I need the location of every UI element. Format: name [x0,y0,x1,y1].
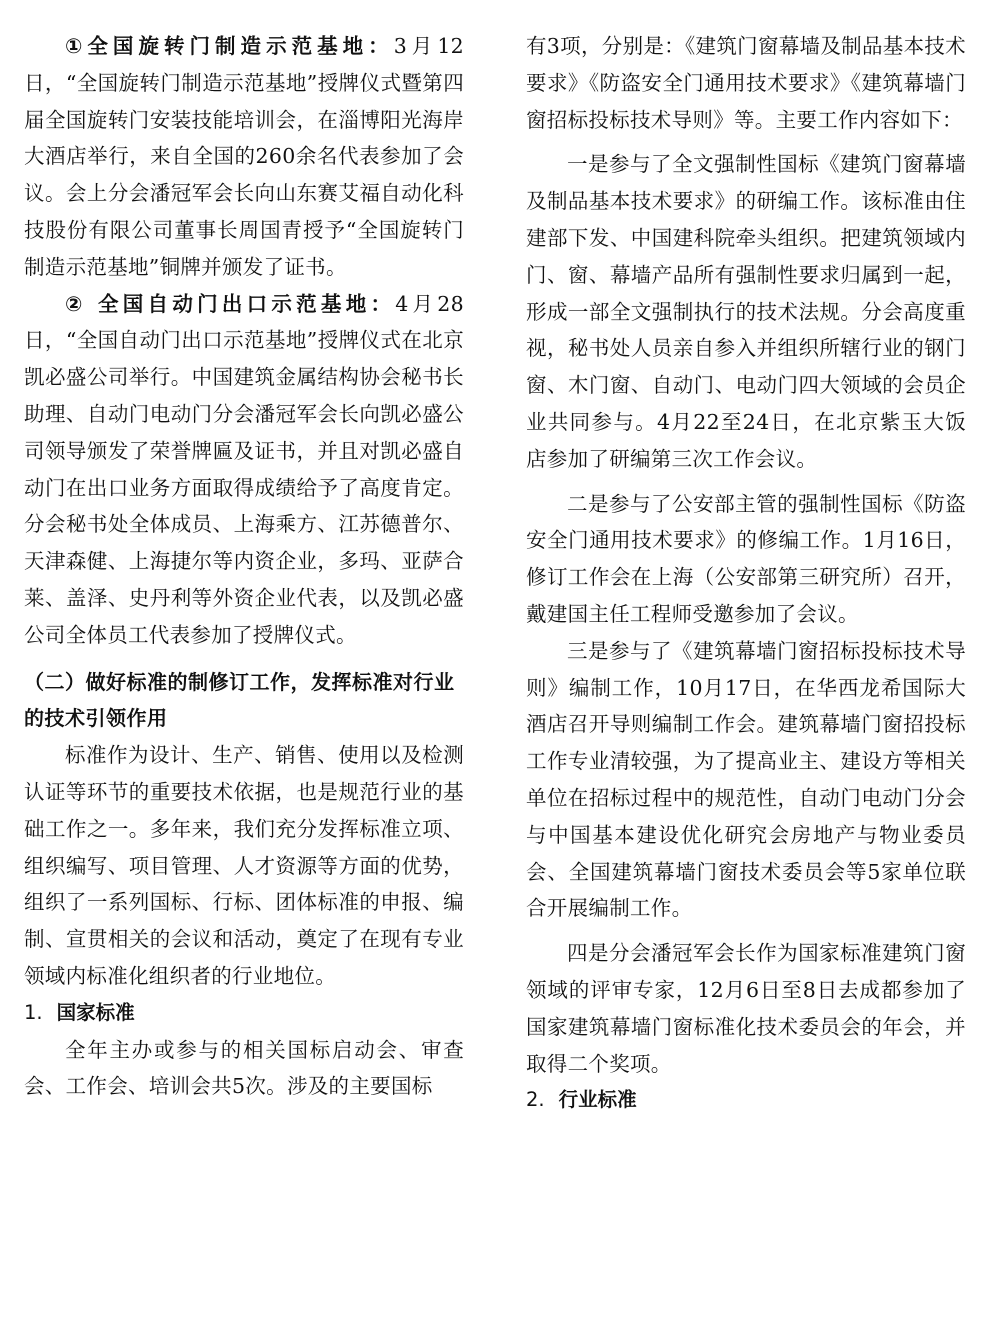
paragraph-item-four: 四是分会潘冠军会长作为国家标准建筑门窗领域的评审专家，12月6日至8日去成都参加了国家建筑幕墙门窗标准化技术委员会的年会，并取得二个奖项。 [526,941,966,1076]
paragraph-revolving-door-base [24,28,464,286]
item-label-automatic-door-export-base: ② 全国自动门出口示范基地： [65,291,396,316]
paragraph-automatic-door-export-base [24,286,464,654]
paragraph-item-one: 一是参与了全文强制性国标《建筑门窗幕墙及制品基本技术要求》的研编工作。该标准由住建部下发、中国建科院牵头组织。把建筑领域内门、窗、幕墙产品所有强制性要求归属到一起，形成一部全文强制执行的技术法规。分会高度重视，秘书处人员亲自参入并组织所辖行业的钢门窗、木门窗、自动门、电动门四大领域的会员企业共同参与。4月22至24日，在北京紫玉大饭店参加了研编第三次工作会议。 [526,152,966,471]
paragraph-national-standards: 全年主办或参与的相关国标启动会、审查会、工作会、培训会共5次。涉及的主要国标 [24,1037,464,1099]
subheading-title: 国家标准 [56,1000,135,1024]
item-text-automatic-door-export-base: 4月28日，“全国自动门出口示范基地”授牌仪式在北京凯必盛公司举行。中国建筑金属结构协会秘书长助理、自动门电动门分会潘冠军会长向凯必盛公司领导颁发了荣誉牌匾及证书，并且对凯必盛自动门在出口业务方面取得成绩给予了高度肯定。分会秘书处全体成员、上海乘方、江苏德普尔、天津森健、上海捷尔等内资企业，多玛、亚萨合莱、盖泽、史丹利等外资企业代表，以及凯必盛公司全体员工代表参加了授牌仪式。 [24,291,464,647]
subheading-national-standards [24,995,464,1032]
section-heading-standards: （二）做好标准的制修订工作，发挥标准对行业的技术引领作用 [24,669,455,731]
paragraph-standards-intro: 标准作为设计、生产、销售、使用以及检测认证等环节的重要技术依据，也是规范行业的基础工作之一。多年来，我们充分发挥标准立项、组织编写、项目管理、人才资源等方面的优势，组织了一系列国标、行标、团体标准的申报、编制、宣贯相关的会议和活动，奠定了在现有专业领域内标准化组织者的行业地位。 [24,743,464,988]
paragraph-item-two: 二是参与了公安部主管的强制性国标《防盗安全门通用技术要求》的修编工作。1月16日，修订工作会在上海（公安部第三研究所）召开，戴建国主任工程师受邀参加了会议。 [526,491,966,626]
paragraph-item-three: 三是参与了《建筑幕墙门窗招标投标技术导则》编制工作，10月17日，在华西龙希国际大酒店召开导则编制工作会。建筑幕墙门窗招投标工作专业清较强，为了提高业主、建设方等相关单位在招标过程中的规范性，自动门电动门分会与中国基本建设优化研究会房地产与物业委员会、全国建筑幕墙门窗技术委员会等5家单位联合开展编制工作。 [526,638,966,921]
paragraph-continued: 有3项，分别是：《建筑门窗幕墙及制品基本技术要求》《防盗安全门通用技术要求》《建筑幕墙门窗招标投标技术导则》等。主要工作内容如下： [526,34,966,132]
right-column [526,28,966,1119]
subheading-industry-standards [526,1082,966,1119]
subheading-number: 2. [526,1088,545,1112]
item-text-revolving-door-base: 3月12日，“全国旋转门制造示范基地”授牌仪式暨第四届全国旋转门安装技能培训会，在淄博阳光海岸大酒店举行，来自全国的260余名代表参加了会议。会上分会潘冠军会长向山东赛艾福自动化科技股份有限公司董事长周国青授予“全国旋转门制造示范基地”铜牌并颁发了证书。 [24,34,465,279]
subheading-title: 行业标准 [558,1088,637,1112]
left-column [24,28,464,1105]
item-label-revolving-door-base: ①全国旋转门制造示范基地： [65,34,394,58]
subheading-number: 1. [24,1000,43,1024]
